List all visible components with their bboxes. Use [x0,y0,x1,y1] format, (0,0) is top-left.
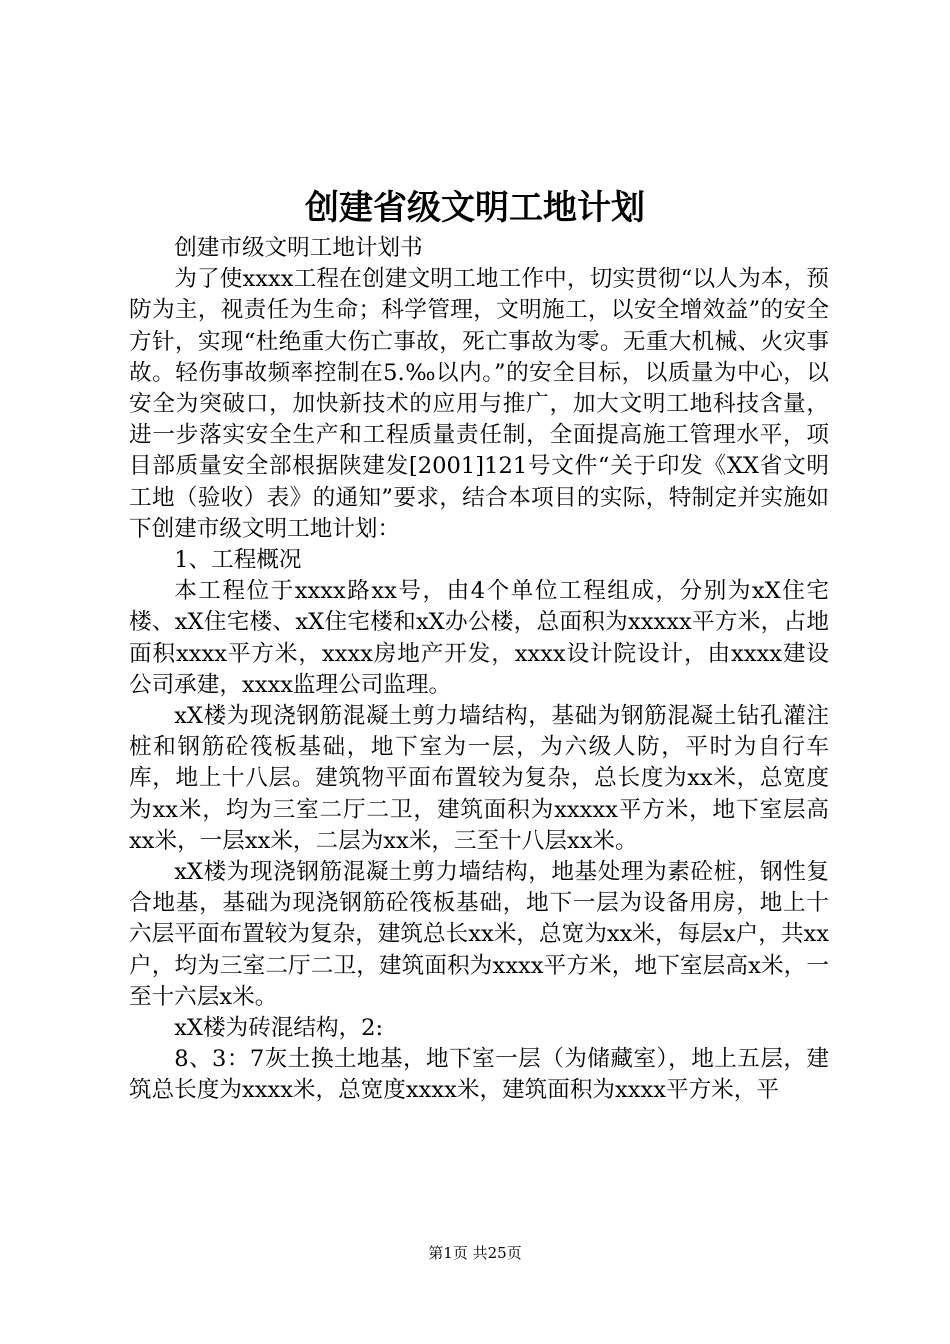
paragraph-foundation: 8、3：7灰土换土地基，地下室一层（为储藏室），地上五层，建筑总长度为xxxx米，总宽度xxxx米，建筑面积为xxxx平方米，平 [129,1046,829,1104]
document-title: 创建省级文明工地计划 [305,188,645,228]
paragraph-intro: 为了使xxxx工程在创建文明工地工作中，切实贯彻“以人为本，预防为主，视责任为生命；科学管理，文明施工，以安全增效益”的安全方针，实现“杜绝重大伤亡事故，死亡事故为零。无重大机械、火灾事故。轻伤事故频率控制在5.‰以内。”的安全目标，以质量为中心，以安全为突破口，加快新技术的应用与推广，加大文明工地科技含量，进一步落实安全生产和工程质量责任制，全面提高施工管理水平，项目部质量安全部根据陕建发[2001]121号文件“关于印发《XX省文明工地（验收）表》的通知”要求，结合本项目的实际，特制定并实施如下创建市级文明工地计划： [129,266,829,542]
page-number-footer: 第1页 共25页 [428,1244,522,1262]
paragraph-building-c: xX楼为砖混结构，2: [174,1015,384,1042]
paragraph-overview: 本工程位于xxxx路xx号，由4个单位工程组成，分别为xX住宅楼、xX住宅楼、xX住宅楼和xX办公楼，总面积为xxxxx平方米，占地面积xxxx平方米，xxxx房地产开发，xxxx设计院设计，由xxxx建设公司承建，xxxx监理公司监理。 [129,578,829,698]
section-heading-overview: 1、工程概况 [174,547,302,574]
paragraph-subtitle: 创建市级文明工地计划书 [174,235,423,261]
document-body [129,233,829,1107]
paragraph-building-b: xX楼为现浇钢筋混凝土剪力墙结构，地基处理为素砼桩，钢性复合地基，基础为现浇钢筋砼筏板基础，地下一层为设备用房，地上十六层平面布置较为复杂，建筑总长xx米，总宽为xx米，每层x户，共xx户，均为三室二厅二卫，建筑面积为xxxx平方米，地下室层高x米，一至十六层x米。 [129,859,829,1010]
paragraph-building-a: xX楼为现浇钢筋混凝土剪力墙结构，基础为钢筋混凝土钻孔灌注桩和钢筋砼筏板基础，地下室为一层，为六级人防，平时为自行车库，地上十八层。建筑物平面布置较为复杂，总长度为xx米，总宽度为xx米，均为三室二厅二卫，建筑面积为xxxxx平方米，地下室层高xx米，一层xx米，二层为xx米，三至十八层xx米。 [129,703,829,854]
